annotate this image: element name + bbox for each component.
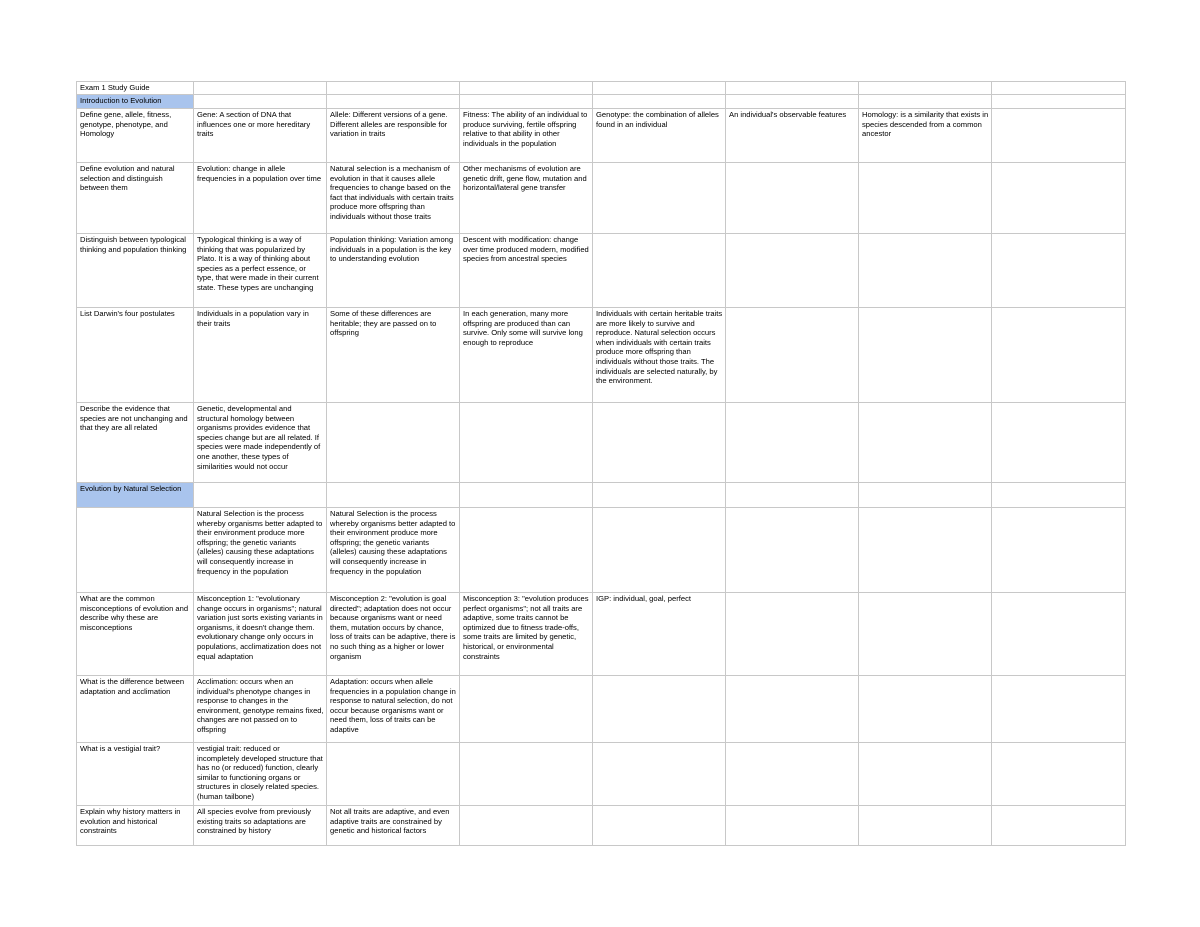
section-header-cell[interactable]: Introduction to Evolution bbox=[77, 95, 194, 109]
table-cell[interactable] bbox=[992, 743, 1126, 806]
table-cell[interactable] bbox=[460, 676, 593, 743]
table-cell[interactable] bbox=[859, 806, 992, 846]
table-cell[interactable] bbox=[726, 676, 859, 743]
table-cell[interactable] bbox=[593, 82, 726, 95]
table-cell[interactable] bbox=[726, 743, 859, 806]
table-cell[interactable] bbox=[859, 676, 992, 743]
table-cell[interactable]: Not all traits are adaptive, and even adaptive traits are constrained by genetic and historical factors bbox=[327, 806, 460, 846]
table-cell[interactable] bbox=[992, 676, 1126, 743]
table-cell[interactable] bbox=[859, 308, 992, 403]
table-cell[interactable] bbox=[726, 82, 859, 95]
table-cell[interactable]: Explain why history matters in evolution and historical constraints bbox=[77, 806, 194, 846]
table-row bbox=[77, 676, 1126, 743]
table-cell[interactable] bbox=[77, 508, 194, 593]
table-cell[interactable] bbox=[593, 403, 726, 483]
table-cell[interactable] bbox=[992, 163, 1126, 234]
table-cell[interactable] bbox=[726, 163, 859, 234]
table-cell[interactable]: Natural selection is a mechanism of evolution in that it causes allele frequencies to change based on the fact that individuals with certain traits produce more offspring than individuals without those traits bbox=[327, 163, 460, 234]
table-row bbox=[77, 95, 1126, 109]
table-cell[interactable]: What is a vestigial trait? bbox=[77, 743, 194, 806]
table-cell[interactable]: Homology: is a similarity that exists in species descended from a common ancestor bbox=[859, 109, 992, 163]
table-cell[interactable] bbox=[992, 508, 1126, 593]
table-row bbox=[77, 806, 1126, 846]
table-cell[interactable]: Genotype: the combination of alleles found in an individual bbox=[593, 109, 726, 163]
table-cell[interactable] bbox=[460, 806, 593, 846]
table-cell[interactable]: Typological thinking is a way of thinking that was popularized by Plato. It is a way of thinking about species as a perfect essence, or type, that were made in their current state. These types are unchanging bbox=[194, 234, 327, 308]
table-row bbox=[77, 743, 1126, 806]
table-cell[interactable] bbox=[726, 508, 859, 593]
table-cell[interactable]: vestigial trait: reduced or incompletely developed structure that has no (or reduced) function, clearly similar to functioning organs or structures in closely related species. (human tailbone) bbox=[194, 743, 327, 806]
table-cell[interactable] bbox=[859, 743, 992, 806]
table-cell[interactable] bbox=[593, 163, 726, 234]
table-row bbox=[77, 82, 1126, 95]
table-cell[interactable] bbox=[593, 483, 726, 508]
table-cell[interactable] bbox=[460, 95, 593, 109]
table-cell[interactable] bbox=[194, 483, 327, 508]
table-cell[interactable]: Population thinking: Variation among individuals in a population is the key to understanding evolution bbox=[327, 234, 460, 308]
table-cell[interactable] bbox=[859, 593, 992, 676]
table-row bbox=[77, 403, 1126, 483]
table-cell[interactable]: Distinguish between typological thinking and population thinking bbox=[77, 234, 194, 308]
table-cell[interactable] bbox=[859, 234, 992, 308]
table-cell[interactable] bbox=[327, 743, 460, 806]
table-cell[interactable]: All species evolve from previously existing traits so adaptations are constrained by history bbox=[194, 806, 327, 846]
table-cell[interactable]: Define gene, allele, fitness, genotype, phenotype, and Homology bbox=[77, 109, 194, 163]
table-cell[interactable] bbox=[460, 743, 593, 806]
table-row bbox=[77, 483, 1126, 508]
table-row bbox=[77, 593, 1126, 676]
table-cell[interactable] bbox=[194, 82, 327, 95]
table-cell[interactable] bbox=[726, 806, 859, 846]
table-cell[interactable] bbox=[726, 308, 859, 403]
table-cell[interactable]: What are the common misconceptions of evolution and describe why these are misconceptions bbox=[77, 593, 194, 676]
table-cell[interactable] bbox=[593, 806, 726, 846]
table-cell[interactable] bbox=[593, 676, 726, 743]
section-header-cell[interactable]: Evolution by Natural Selection bbox=[77, 483, 194, 508]
table-cell[interactable] bbox=[992, 593, 1126, 676]
table-cell[interactable]: Evolution: change in allele frequencies in a population over time bbox=[194, 163, 327, 234]
table-cell[interactable]: Misconception 1: "evolutionary change occurs in organisms"; natural variation just sorts existing variants in organisms, it doesn't change them. evolutionary change only occurs in populations, acclimatization does not equal adaptation bbox=[194, 593, 327, 676]
table-cell[interactable]: Acclimation: occurs when an individual's phenotype changes in response to changes in the environment, genotype remains fixed, changes are not passed on to offspring bbox=[194, 676, 327, 743]
table-cell[interactable] bbox=[327, 82, 460, 95]
table-cell[interactable] bbox=[859, 163, 992, 234]
table-cell[interactable] bbox=[992, 95, 1126, 109]
table-cell[interactable]: Misconception 2: "evolution is goal directed"; adaptation does not occur because organisms want or need them, mutation occurs by chance, loss of traits can be adaptive, there is no such thing as a higher or lower organism bbox=[327, 593, 460, 676]
table-cell[interactable]: Other mechanisms of evolution are genetic drift, gene flow, mutation and horizontal/lateral gene transfer bbox=[460, 163, 593, 234]
table-cell[interactable] bbox=[859, 403, 992, 483]
table-cell[interactable] bbox=[859, 82, 992, 95]
table-cell[interactable] bbox=[992, 82, 1126, 95]
table-cell[interactable]: Natural Selection is the process whereby organisms better adapted to their environment produce more offspring; the genetic variants (alleles) causing these adaptations will consequently increase in frequency in the population bbox=[194, 508, 327, 593]
table-cell[interactable]: List Darwin's four postulates bbox=[77, 308, 194, 403]
table-row bbox=[77, 163, 1126, 234]
table-cell[interactable]: Individuals in a population vary in their traits bbox=[194, 308, 327, 403]
spreadsheet-body bbox=[77, 82, 1126, 846]
table-cell[interactable] bbox=[859, 508, 992, 593]
table-cell[interactable] bbox=[992, 483, 1126, 508]
table-row bbox=[77, 508, 1126, 593]
table-cell[interactable] bbox=[726, 95, 859, 109]
table-row bbox=[77, 109, 1126, 163]
table-cell[interactable] bbox=[593, 743, 726, 806]
table-cell[interactable]: Individuals with certain heritable traits are more likely to survive and reproduce. Natural selection occurs when individuals with certain traits produce more offspring than individuals without those traits. The individuals are selected naturally, by the environment. bbox=[593, 308, 726, 403]
table-cell[interactable] bbox=[859, 95, 992, 109]
table-row bbox=[77, 308, 1126, 403]
table-cell[interactable] bbox=[992, 308, 1126, 403]
table-cell[interactable] bbox=[726, 483, 859, 508]
table-cell[interactable]: Descent with modification: change over time produced modern, modified species from ancestral species bbox=[460, 234, 593, 308]
table-cell[interactable]: Adaptation: occurs when allele frequencies in a population change in response to natural selection, do not occur because organisms want or need them, loss of traits can be adaptive bbox=[327, 676, 460, 743]
table-cell[interactable]: Misconception 3: "evolution produces perfect organisms"; not all traits are adaptive, some traits cannot be optimized due to fitness trade-offs, some traits are limited by genetic, historical, or environmental constraints bbox=[460, 593, 593, 676]
table-cell[interactable] bbox=[726, 234, 859, 308]
table-cell[interactable]: IGP: individual, goal, perfect bbox=[593, 593, 726, 676]
table-cell[interactable]: Gene: A section of DNA that influences one or more hereditary traits bbox=[194, 109, 327, 163]
table-cell[interactable] bbox=[593, 234, 726, 308]
table-cell[interactable]: Fitness: The ability of an individual to produce surviving, fertile offspring relative to that ability in other individuals in the population bbox=[460, 109, 593, 163]
table-cell[interactable]: Genetic, developmental and structural homology between organisms provides evidence that species change but are all related. If species were made independently of one another, these types of similarities would not occur bbox=[194, 403, 327, 483]
table-cell[interactable]: Some of these differences are heritable; they are passed on to offspring bbox=[327, 308, 460, 403]
table-cell[interactable]: Exam 1 Study Guide bbox=[77, 82, 194, 95]
table-cell[interactable] bbox=[992, 403, 1126, 483]
spreadsheet-table bbox=[76, 81, 1126, 846]
table-cell[interactable] bbox=[460, 508, 593, 593]
table-cell[interactable] bbox=[593, 508, 726, 593]
table-cell[interactable]: What is the difference between adaptation and acclimation bbox=[77, 676, 194, 743]
table-cell[interactable] bbox=[726, 593, 859, 676]
table-cell[interactable] bbox=[194, 95, 327, 109]
table-cell[interactable] bbox=[327, 483, 460, 508]
table-cell[interactable] bbox=[992, 109, 1126, 163]
table-cell[interactable] bbox=[593, 95, 726, 109]
table-cell[interactable] bbox=[992, 234, 1126, 308]
table-cell[interactable] bbox=[327, 95, 460, 109]
table-cell[interactable] bbox=[726, 403, 859, 483]
table-cell[interactable] bbox=[460, 403, 593, 483]
table-cell[interactable]: Describe the evidence that species are not unchanging and that they are all related bbox=[77, 403, 194, 483]
table-cell[interactable]: An individual's observable features bbox=[726, 109, 859, 163]
table-cell[interactable] bbox=[460, 82, 593, 95]
table-cell[interactable]: Allele: Different versions of a gene. Different alleles are responsible for variation in traits bbox=[327, 109, 460, 163]
table-cell[interactable] bbox=[859, 483, 992, 508]
table-cell[interactable] bbox=[992, 806, 1126, 846]
table-cell[interactable] bbox=[327, 403, 460, 483]
table-cell[interactable]: Natural Selection is the process whereby organisms better adapted to their environment produce more offspring; the genetic variants (alleles) causing these adaptations will consequently increase in frequency in the population bbox=[327, 508, 460, 593]
table-row bbox=[77, 234, 1126, 308]
table-cell[interactable] bbox=[460, 483, 593, 508]
table-cell[interactable]: In each generation, many more offspring are produced than can survive. Only some will survive long enough to reproduce bbox=[460, 308, 593, 403]
table-cell[interactable]: Define evolution and natural selection and distinguish between them bbox=[77, 163, 194, 234]
